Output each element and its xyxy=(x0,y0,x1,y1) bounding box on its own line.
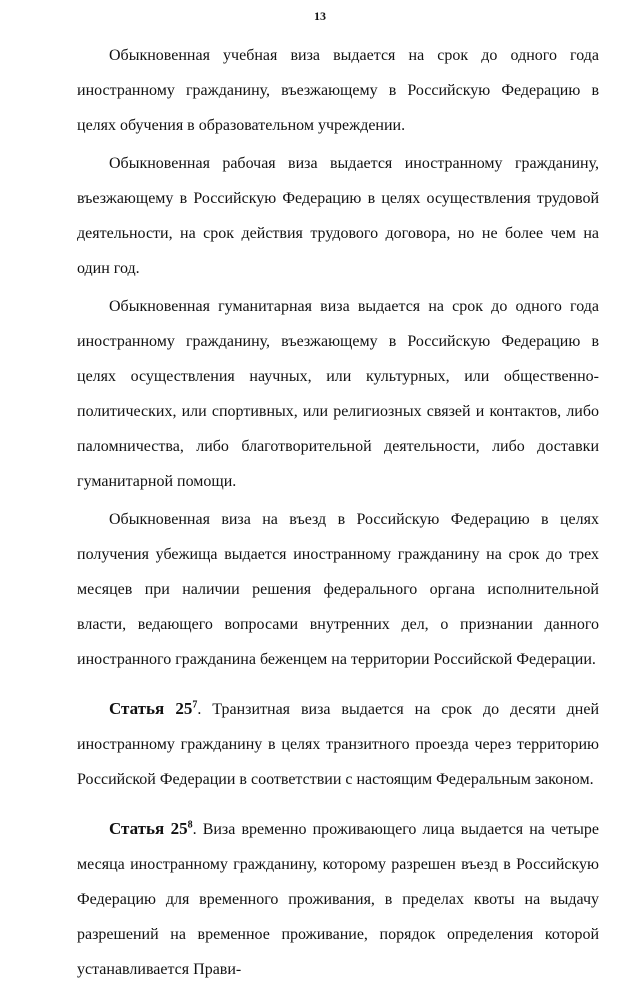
article-label: Статья 25 xyxy=(109,819,188,838)
page-number: 13 xyxy=(314,9,326,23)
article-superscript: 8 xyxy=(187,819,193,831)
article-text: . Виза временно проживающего лица выдается на четыре месяца иностранному гражданину, которому разрешен въезд в Российскую Федерацию для временного проживания, в пределах квоты на выдачу разрешений на временное проживание, порядок определения которой устанавливается Прави- xyxy=(77,821,599,978)
article-label: Статья 25 xyxy=(109,699,193,718)
article-25-8 xyxy=(77,811,599,987)
paragraph-asylum-visa: Обыкновенная виза на въезд в Российскую Федерацию в целях получения убежища выдается иностранному гражданину на срок до трех месяцев при наличии решения федерального органа исполнительной власти, ведающего вопросами внутренних дел, о признании данного иностранного гражданина беженцем на территории Российской Федерации. xyxy=(77,511,599,668)
article-25-7 xyxy=(77,691,599,797)
document-body xyxy=(77,38,599,987)
article-superscript: 7 xyxy=(192,699,198,711)
paragraph-humanitarian-visa: Обыкновенная гуманитарная виза выдается на срок до одного года иностранному гражданину, въезжающему в Российскую Федерацию в целях осуществления научных, или культурных, или общественно-политических, или спортивных, или религиозных связей и контактов, либо паломничества, либо благотворительной деятельности, либо доставки гуманитарной помощи. xyxy=(77,298,599,490)
paragraph-study-visa: Обыкновенная учебная виза выдается на срок до одного года иностранному гражданину, въезжающему в Российскую Федерацию в целях обучения в образовательном учреждении. xyxy=(77,47,599,134)
paragraph-work-visa: Обыкновенная рабочая виза выдается иностранному гражданину, въезжающему в Российскую Федерацию в целях осуществления трудовой деятельности, на срок действия трудового договора, но не более чем на один год. xyxy=(77,155,599,277)
article-text: . Транзитная виза выдается на срок до десяти дней иностранному гражданину в целях транзитного проезда через территорию Российской Федерации в соответствии с настоящим Федеральным законом. xyxy=(77,701,600,788)
